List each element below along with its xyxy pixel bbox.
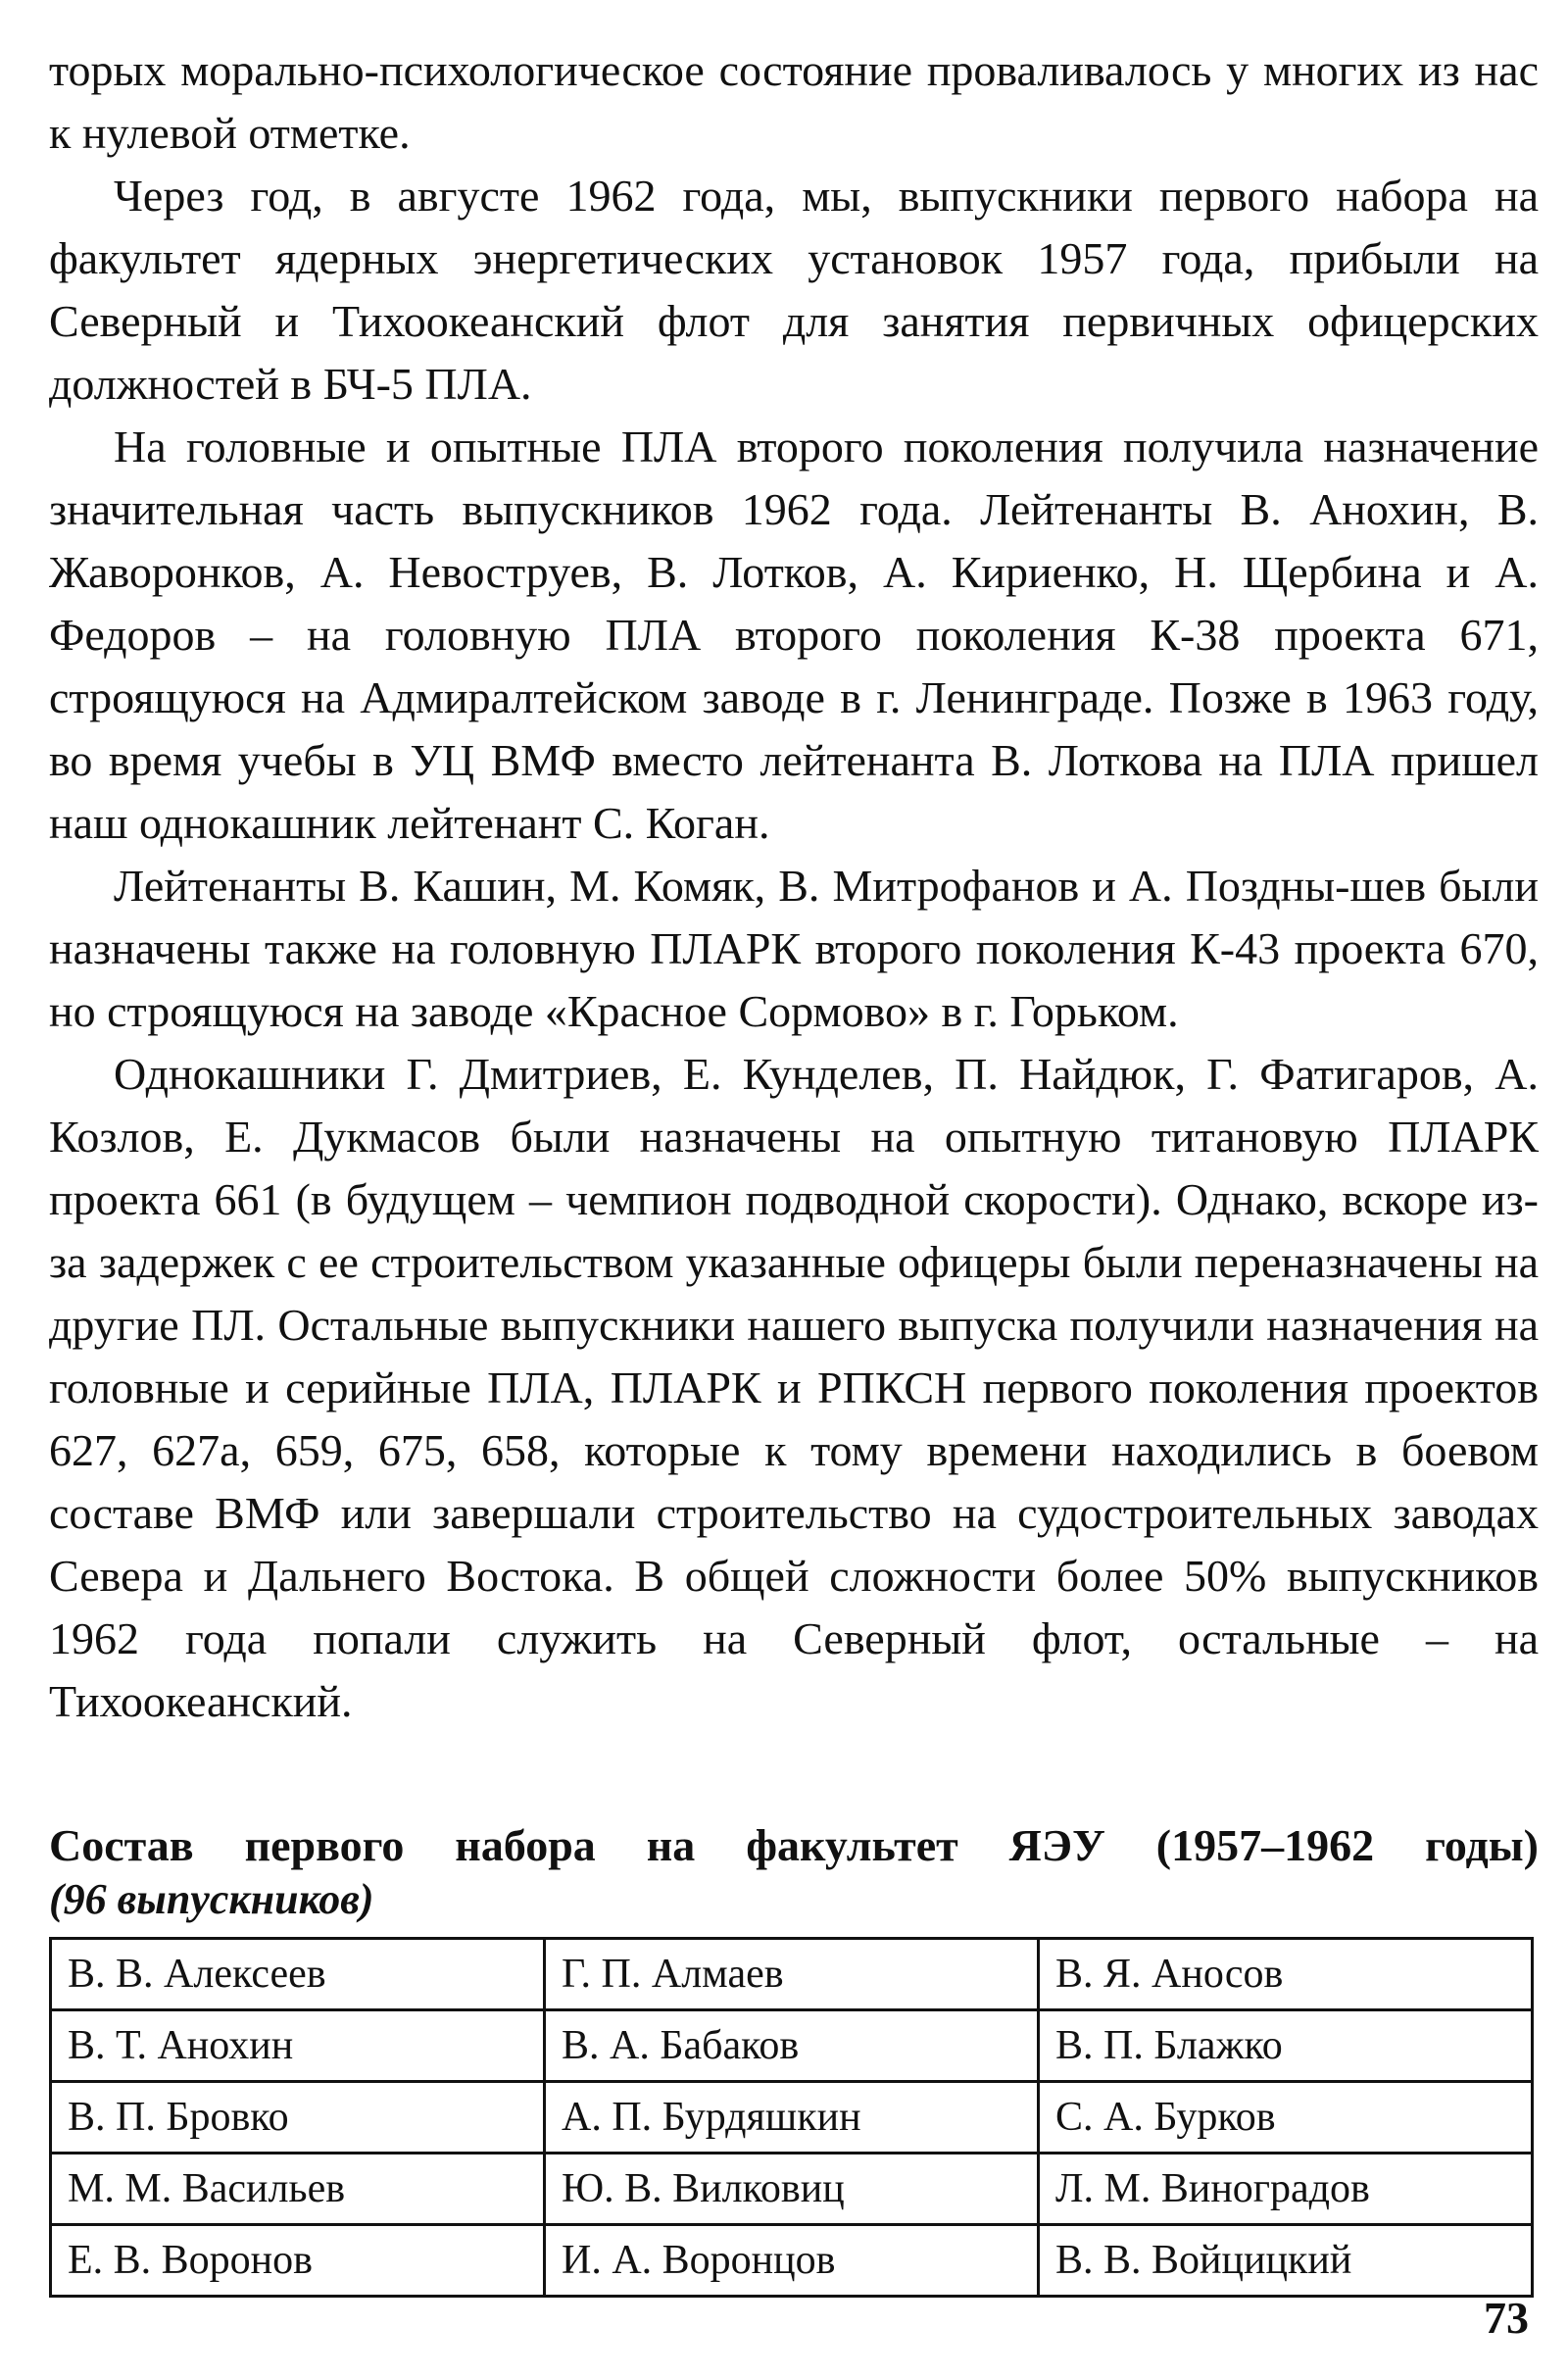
table-cell: В. П. Блажко <box>1039 2010 1533 2082</box>
table-cell: В. Т. Анохин <box>51 2010 545 2082</box>
table-cell: Г. П. Алмаев <box>545 1939 1039 2010</box>
section-title: Состав первого набора на факультет ЯЭУ (1957–1962 годы) <box>49 1820 1539 1870</box>
table-cell: В. А. Бабаков <box>545 2010 1039 2082</box>
table-cell: М. М. Васильев <box>51 2154 545 2225</box>
table-cell: В. В. Войцицкий <box>1039 2225 1533 2297</box>
paragraph-continuation: торых морально-психологическое состояние проваливалось у многих из нас к нулевой отметке. <box>49 45 1539 158</box>
table-cell: В. Я. Аносов <box>1039 1939 1533 2010</box>
table-cell: Ю. В. Вилковиц <box>545 2154 1039 2225</box>
table-cell: И. А. Воронцов <box>545 2225 1039 2297</box>
paragraph-k43: Лейтенанты В. Кашин, М. Комяк, В. Митрофанов и А. Поздны-шев были назначены также на головную ПЛАРК второго поколения К-43 проекта 670, но строящуюся на заводе «Красное Сормово» в г. Горьком. <box>49 861 1539 1036</box>
table-cell: Л. М. Виноградов <box>1039 2154 1533 2225</box>
paragraph-second-generation: На головные и опытные ПЛА второго поколения получила назначение значительная часть выпускников 1962 года. Лейтенанты В. Анохин, В. Жаворонков, А. Невоструев, В. Лотков, А. Кириенко, Н. Щербина и А. Федоров – на головную ПЛА второго поколения К-38 проекта 671, строящуюся на Адмиралтейском заводе в г. Ленинграде. Позже в 1963 году, во время учебы в УЦ ВМФ вместо лейтенанта В. Лоткова на ПЛА пришел наш однокашник лейтенант С. Коган. <box>49 421 1539 848</box>
table-row <box>51 2225 1533 2297</box>
graduates-table <box>49 1937 1534 2298</box>
paragraph-classmates: Однокашники Г. Дмитриев, Е. Кунделев, П. Найдюк, Г. Фатигаров, А. Козлов, Е. Дукмасов были назначены на опытную титановую ПЛАРК проекта 661 (в будущем – чемпион подводной скорости). Однако, вскоре из-за задержек с ее строительством указанные офицеры были переназначены на другие ПЛ. Остальные выпускники нашего выпуска получили назначения на головные и серийные ПЛА, ПЛАРК и РПКСН первого поколения проектов 627, 627а, 659, 675, 658, которые к тому времени находились в боевом составе ВМФ или завершали строительство на судостроительных заводах Севера и Дальнего Востока. В общей сложности более 50% выпускников 1962 года попали служить на Северный флот, остальные – на Тихоокеанский. <box>49 1049 1539 1726</box>
table-cell: В. П. Бровко <box>51 2082 545 2154</box>
table-row <box>51 1939 1533 2010</box>
table-cell: А. П. Бурдяшкин <box>545 2082 1039 2154</box>
table-cell: С. А. Бурков <box>1039 2082 1533 2154</box>
page-content <box>49 39 1539 2298</box>
table-cell: Е. В. Воронов <box>51 2225 545 2297</box>
table-row <box>51 2154 1533 2225</box>
table-row <box>51 2082 1533 2154</box>
paragraph-arrival: Через год, в августе 1962 года, мы, выпускники первого набора на факультет ядерных энергетических установок 1957 года, прибыли на Северный и Тихоокеанский флот для занятия первичных офицерских должностей в БЧ-5 ПЛА. <box>49 171 1539 409</box>
section-subtitle: (96 выпускников) <box>49 1875 374 1923</box>
table-cell: В. В. Алексеев <box>51 1939 545 2010</box>
page-number: 73 <box>1484 2293 1529 2343</box>
table-row <box>51 2010 1533 2082</box>
